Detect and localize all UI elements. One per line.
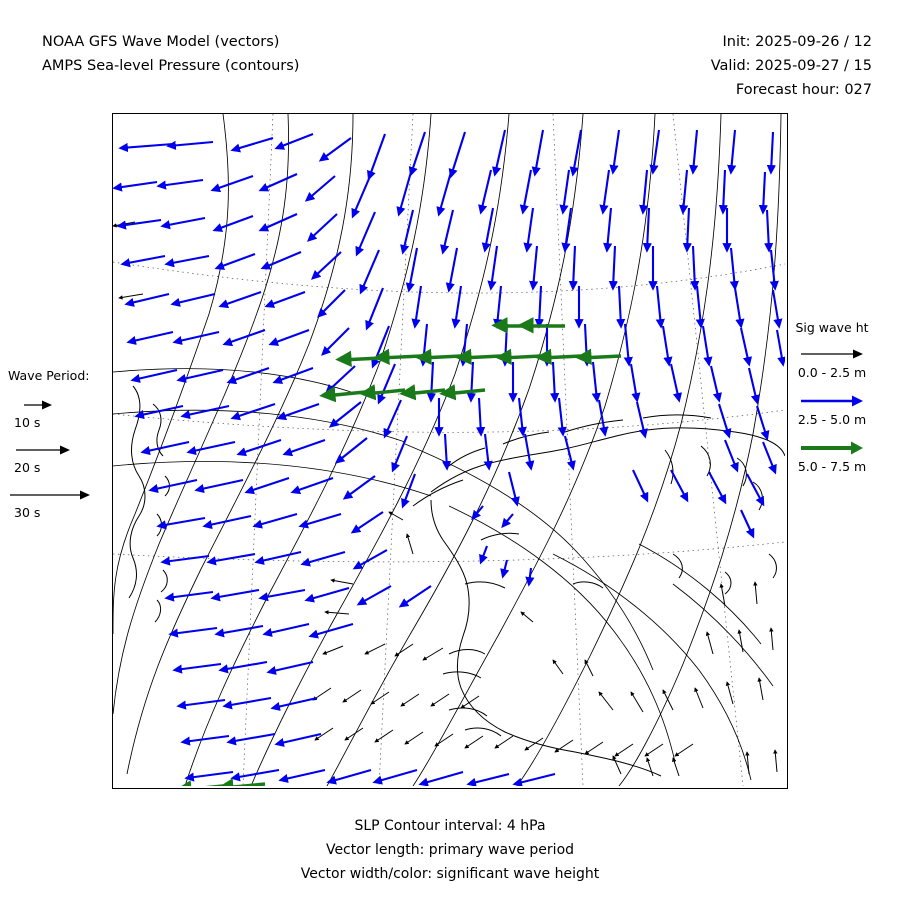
graticule [113,114,785,786]
sig-wave-height-legend-title: Sig wave ht [795,320,869,335]
arrow-right-thick-icon [797,440,867,456]
legend-label-high: 5.0 - 7.5 m [797,459,867,474]
wave-period-legend-title: Wave Period: [8,368,90,383]
wave-period-swatch-10s [8,397,108,413]
header-forecast-hour: Forecast hour: 027 [735,82,872,98]
sig-wave-height-legend [772,320,892,486]
header-line-model: NOAA GFS Wave Model (vectors) [42,34,280,50]
legend-swatch-high [772,439,892,457]
wave-vectors-low [113,222,777,776]
wave-period-legend [8,368,108,532]
footer-vector-length: Vector length: primary wave period [325,842,575,858]
legend-label-mid: 2.5 - 5.0 m [797,412,867,427]
legend-swatch-mid [772,392,892,410]
footer-vector-width: Vector width/color: significant wave height [300,866,600,882]
slp-contours [113,114,781,786]
header-right [711,30,872,102]
wave-period-label-30s: 30 s [14,505,41,520]
header-init: Init: 2025-09-26 / 12 [722,34,872,50]
wave-period-swatch-20s [8,442,108,458]
wave-period-swatch-30s [8,487,108,503]
legend-label-low: 0.0 - 2.5 m [797,365,867,380]
wave-vectors-mid [115,130,783,784]
arrow-right-medium-icon [797,394,867,408]
map-plot-area[interactable] [112,113,788,789]
wave-period-label-10s: 10 s [14,415,41,430]
header-line-pressure: AMPS Sea-level Pressure (contours) [42,58,300,74]
header-valid: Valid: 2025-09-27 / 15 [710,58,872,74]
arrow-right-mid-icon [8,443,94,457]
arrow-right-thin-icon [797,347,867,361]
arrow-right-short-icon [8,398,94,412]
footer-notes [0,814,900,886]
legend-swatch-low [772,345,892,363]
arrow-right-long-icon [8,488,94,502]
wave-period-label-20s: 20 s [14,460,41,475]
footer-contour-interval: SLP Contour interval: 4 hPa [354,818,546,834]
header-left [42,30,299,78]
